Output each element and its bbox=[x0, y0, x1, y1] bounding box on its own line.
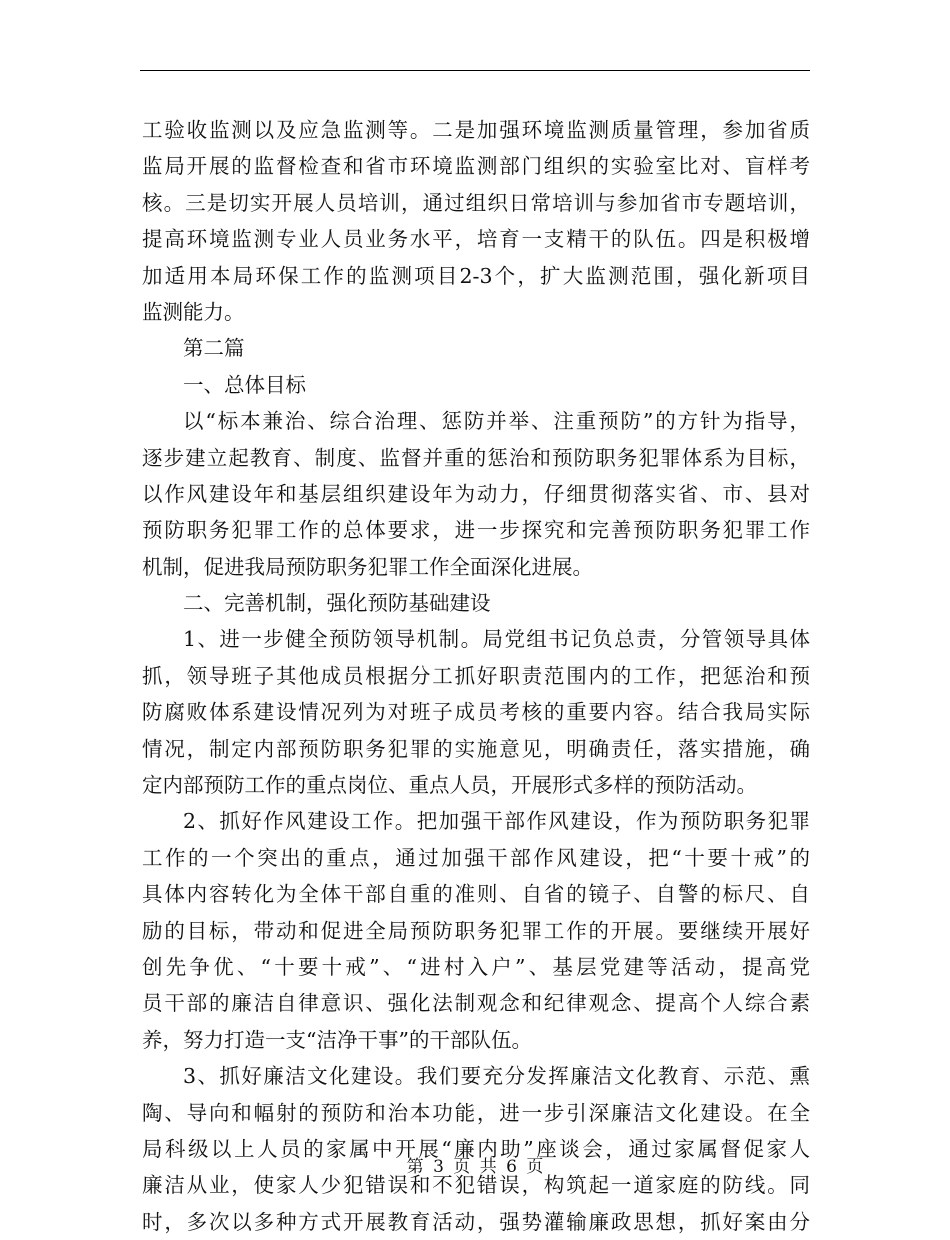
text-line: 第二篇 bbox=[183, 336, 245, 361]
text-line: 机制，促进我局预防职务犯罪工作全面深化进展。 bbox=[142, 554, 593, 579]
text-line: 具体内容转化为全体干部自重的准则、自省的镜子、自警的标尺、自 bbox=[142, 882, 810, 907]
text-line: 二、完善机制，强化预防基础建设 bbox=[183, 591, 491, 616]
text-line: 以作风建设年和基层组织建设年为动力，仔细贯彻落实省、市、县对 bbox=[142, 481, 810, 506]
text-line: 创先争优、“十要十戒”、“进村入户”、基层党建等活动，提高党 bbox=[142, 954, 810, 979]
text-line: 逐步建立起教育、制度、监督并重的惩治和预防职务犯罪体系为目标， bbox=[142, 445, 810, 470]
text-line: 抓，领导班子其他成员根据分工抓好职责范围内的工作，把惩治和预 bbox=[142, 663, 810, 688]
text-line: 局科级以上人员的家属中开展“廉内助”座谈会，通过家属督促家人 bbox=[142, 1136, 810, 1161]
text-line: 陶、导向和幅射的预防和治本功能，进一步引深廉洁文化建设。在全 bbox=[142, 1100, 810, 1125]
text-line: 以“标本兼治、综合治理、惩防并举、注重预防”的方针为指导， bbox=[183, 409, 810, 434]
text-line: 工验收监测以及应急监测等。二是加强环境监测质量管理，参加省质 bbox=[142, 118, 810, 142]
text-line: 工作的一个突出的重点，通过加强干部作风建设，把“十要十戒”的 bbox=[142, 845, 810, 870]
text-line: 加适用本局环保工作的监测项目2-3个，扩大监测范围，强化新项目 bbox=[142, 263, 810, 288]
text-line: 养，努力打造一支“洁净干事”的干部队伍。 bbox=[142, 1027, 532, 1052]
text-line: 情况，制定内部预防职务犯罪的实施意见，明确责任，落实措施，确 bbox=[142, 736, 810, 761]
text-line: 2、抓好作风建设工作。把加强干部作风建设，作为预防职务犯罪 bbox=[183, 809, 810, 834]
text-line: 核。三是切实开展人员培训，通过组织日常培训与参加省市专题培训， bbox=[142, 190, 810, 215]
text-line: 定内部预防工作的重点岗位、重点人员，开展形式多样的预防活动。 bbox=[142, 773, 757, 798]
text-line: 3、抓好廉洁文化建设。我们要充分发挥廉洁文化教育、示范、熏 bbox=[183, 1064, 810, 1089]
header-rule bbox=[140, 70, 810, 71]
text-line: 励的目标，带动和促进全局预防职务犯罪工作的开展。要继续开展好 bbox=[142, 918, 810, 943]
text-line: 员干部的廉洁自律意识、强化法制观念和纪律观念、提高个人综合素 bbox=[142, 991, 810, 1016]
text-line: 一、总体目标 bbox=[183, 372, 306, 397]
text-line: 1、进一步健全预防领导机制。局党组书记负总责，分管领导具体 bbox=[183, 627, 810, 652]
text-line: 廉洁从业，使家人少犯错误和不犯错误，构筑起一道家庭的防线。同 bbox=[142, 1173, 810, 1198]
body-text bbox=[142, 112, 810, 1240]
text-line: 时，多次以多种方式开展教育活动，强势灌输廉政思想，抓好案由分 bbox=[142, 1209, 810, 1234]
text-line: 防腐败体系建设情况列为对班子成员考核的重要内容。结合我局实际 bbox=[142, 700, 810, 725]
text-line: 预防职务犯罪工作的总体要求，进一步探究和完善预防职务犯罪工作 bbox=[142, 518, 810, 543]
text-line: 提高环境监测专业人员业务水平，培育一支精干的队伍。四是积极增 bbox=[142, 227, 810, 252]
text-line: 监测能力。 bbox=[142, 299, 245, 324]
text-line: 监局开展的监督检查和省市环境监测部门组织的实验室比对、盲样考 bbox=[142, 154, 810, 179]
page-footer: 第 3 页 共 6 页 bbox=[406, 1157, 544, 1177]
